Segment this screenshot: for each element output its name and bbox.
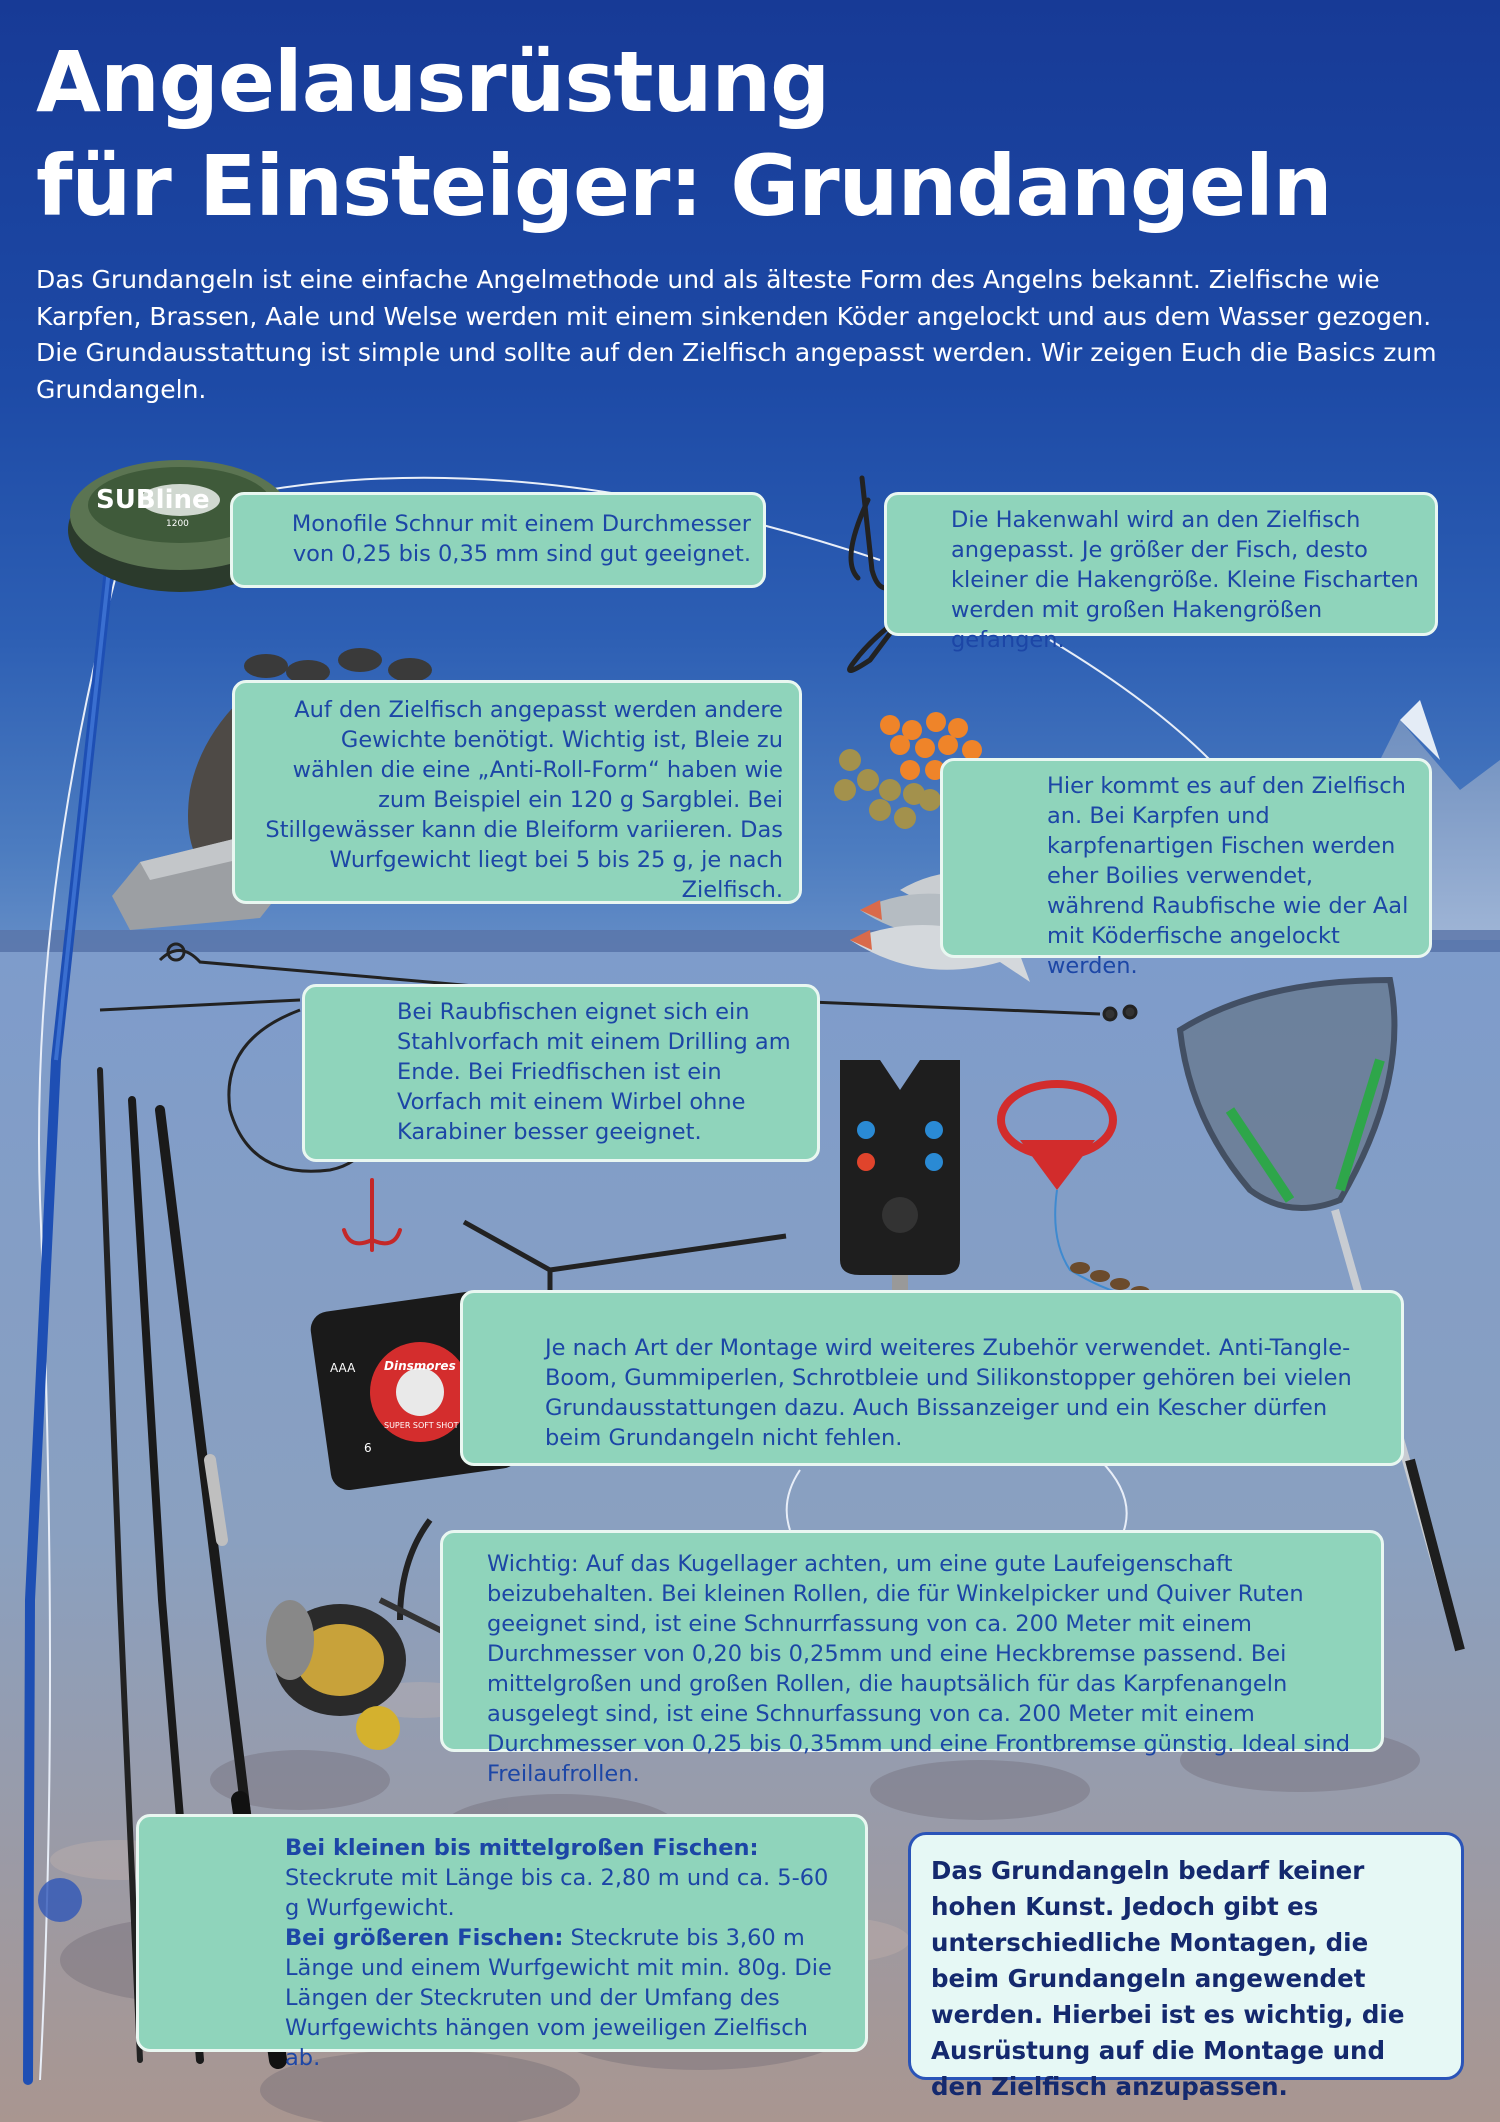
info-box-bait xyxy=(940,758,1432,979)
leader-info-text: Bei Raubfischen eignet sich ein Stahlvorfach mit einem Drilling am Ende. Bei Friedfischen ist ein Vorfach mit einem Wirbel ohne Karabiner besser geeignet. xyxy=(397,999,791,1145)
treble-hook-illustration xyxy=(344,1180,400,1250)
title-line-2: für Einsteiger: Grundangeln xyxy=(36,137,1332,235)
accessories-info-text: Je nach Art der Montage wird weiteres Zubehör verwendet. Anti-Tangle-Boom, Gummiperlen, Schrotbleie und Silikonstopper gehören bei vielen Grundausstattungen dazu. Auch Bissanzeiger und ein Kescher dürfen beim Grundangeln nicht fehlen. xyxy=(545,1335,1352,1451)
shot-size-aaa: AAA xyxy=(330,1361,356,1375)
rod-small-heading: Bei kleinen bis mittelgroßen Fischen: xyxy=(285,1835,759,1861)
line-info-text: Monofile Schnur mit einem Durchmesser von 0,25 bis 0,35 mm sind gut geeignet. xyxy=(291,511,751,567)
spool-brand-label: SUBline xyxy=(96,485,210,515)
info-box-reel xyxy=(440,1530,1384,1787)
info-box-line xyxy=(230,492,766,588)
bite-alarm-illustration xyxy=(840,1060,960,1301)
reel-info-text: Wichtig: Auf das Kugellager achten, um eine gute Laufeigenschaft beizubehalten. Bei kleinen Rollen, die für Winkelpicker und Quiver Ruten geeignet sind, ist eine Schnurrfassung von ca. 200 Meter mit einem Durchmesser von 0,20 bis 0,25mm und eine Heckbremse passend. Bei mittelgroßen und großen Rollen, die hauptsälich für das Karpfenangeln ausgelegt sind, ist eine Schnurfassung von ca. 200 Meter mit einem Durchmesser von 0,25 bis 0,35mm und eine Frontbremse günstig. Ideal sind Freilaufrollen. xyxy=(487,1551,1351,1787)
rod-info-large xyxy=(285,1923,849,2073)
summary-text: Das Grundangeln bedarf keiner hohen Kunst. Jedoch gibt es unterschiedliche Montagen, die beim Grundangeln angewendet werden. Hierbei ist es wichtig, die Ausrüstung auf die Montage und den Zielfisch anzupassen. xyxy=(931,1856,1405,2101)
shot-size-6: 6 xyxy=(364,1441,372,1455)
shot-box-brand: Dinsmores xyxy=(384,1359,456,1373)
spool-length-label: 1200 xyxy=(166,519,189,529)
rod-large-heading: Bei größeren Fischen: xyxy=(285,1925,564,1951)
info-box-accessories xyxy=(460,1290,1404,1466)
rod-large-text: Steckrute bis 3,60 m Länge und einem Wurfgewicht mit min. 80g. Die Längen der Steckruten und der Umfang des Wurfgewichts hängen vom jeweiligen Zielfisch ab. xyxy=(285,1925,832,2071)
info-box-hooks xyxy=(884,492,1438,653)
title-line-1: Angelausrüstung xyxy=(36,33,830,131)
hooks-info-text: Die Hakenwahl wird an den Zielfisch angepasst. Je größer der Fisch, desto kleiner die Hakengröße. Kleine Fischarten werden mit großen Hakengrößen gefangen. xyxy=(951,507,1419,653)
shot-box-subtitle: SUPER SOFT SHOT xyxy=(384,1421,459,1430)
info-box-weights xyxy=(232,680,802,904)
info-box-rod xyxy=(136,1814,868,2071)
bait-info-text: Hier kommt es auf den Zielfisch an. Bei Karpfen und karpfenartigen Fischen werden eher Boilies verwendet, während Raubfische wie der Aal mit Köderfische angelockt werden. xyxy=(1047,773,1409,979)
baiting-tool-illustration xyxy=(1001,1084,1160,1300)
spinning-reel-illustration xyxy=(266,1520,460,1750)
summary-box xyxy=(908,1832,1464,2101)
rod-info-small xyxy=(285,1833,849,1923)
intro-text: Das Grundangeln ist eine einfache Angelmethode und als älteste Form des Angelns bekannt. Zielfische wie Karpfen, Brassen, Aale und Welse werden mit einem sinkenden Köder angelockt und aus dem Wasser gezogen. Die Grundausstattung ist simple und sollte auf den Zielfisch angepasst werden. Wir zeigen Euch die Basics zum Grundangeln. xyxy=(36,265,1437,404)
telescopic-rod-illustration xyxy=(28,560,110,2080)
rod-small-text: Steckrute mit Länge bis ca. 2,80 m und ca. 5-60 g Wurfgewicht. xyxy=(285,1865,829,1921)
weights-info-text: Auf den Zielfisch angepasst werden andere Gewichte benötigt. Wichtig ist, Bleie zu wählen die eine „Anti-Roll-Form“ haben wie zum Beispiel ein 120 g Sargblei. Bei Stillgewässer kann die Bleiform variieren. Das Wurfgewicht liegt bei 5 bis 25 g, je nach Zielfisch. xyxy=(265,697,783,903)
info-box-leader xyxy=(302,984,820,1162)
